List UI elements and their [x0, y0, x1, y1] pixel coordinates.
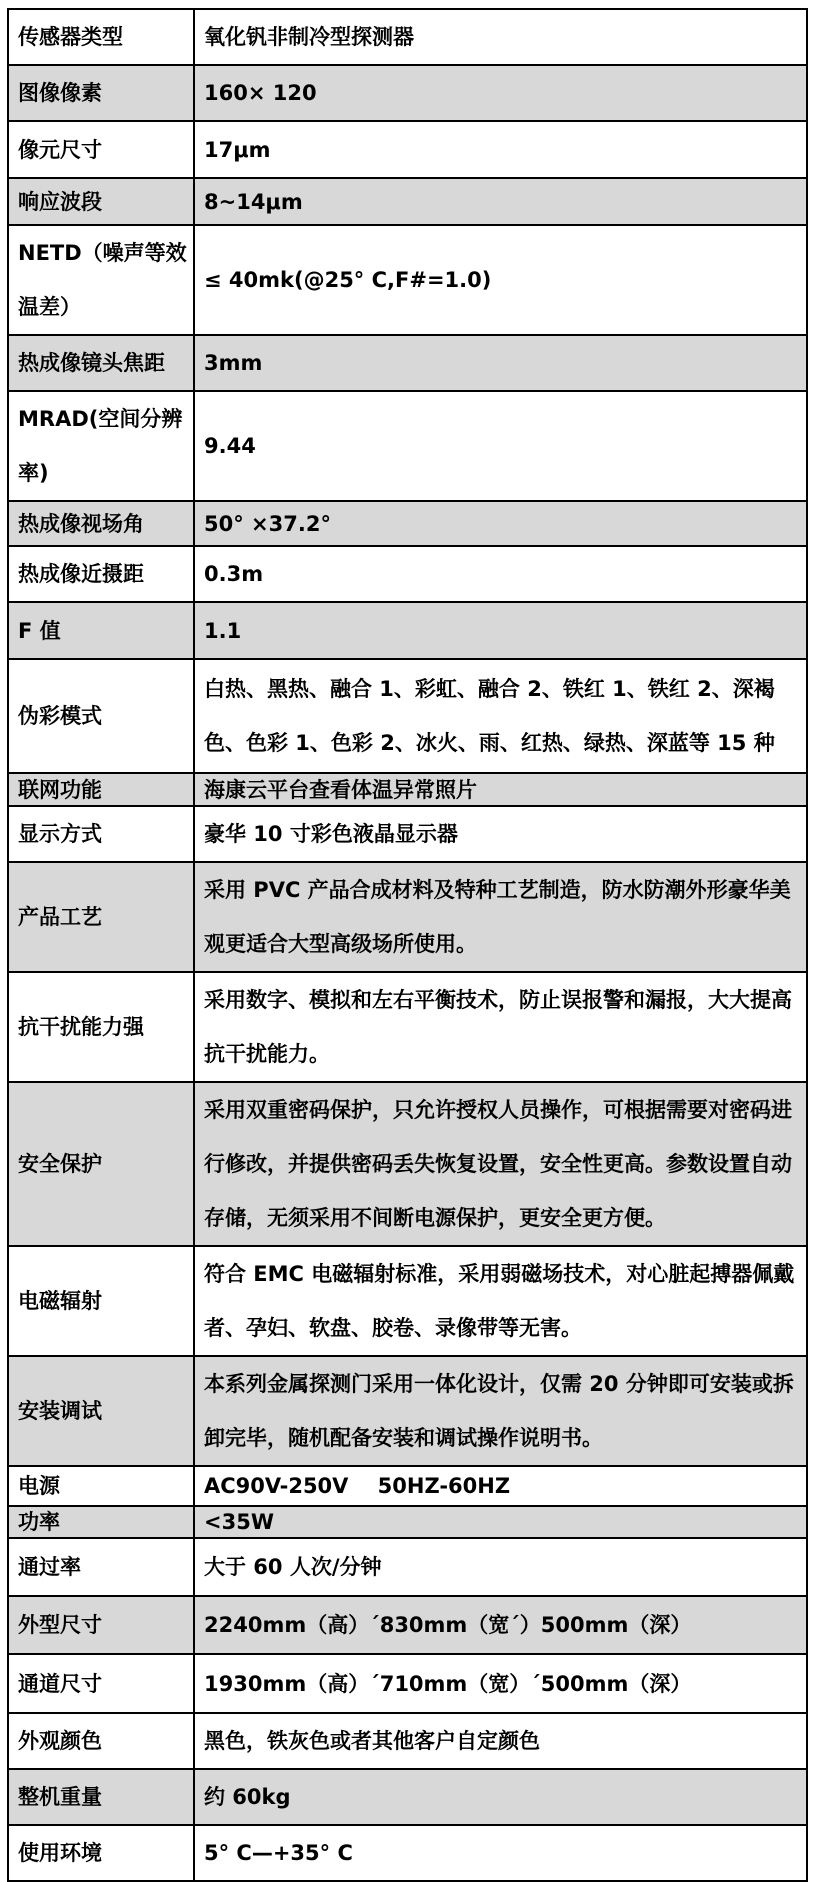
spec-value: 符合 EMC 电磁辐射标准，采用弱磁场技术，对心脏起搏器佩戴者、孕妇、软盘、胶卷、录像带等无害。: [194, 1246, 807, 1356]
spec-value: 1.1: [194, 602, 807, 659]
spec-label: MRAD(空间分辨率): [8, 391, 194, 501]
spec-label: F 值: [8, 602, 194, 659]
spec-label: 热成像镜头焦距: [8, 335, 194, 391]
spec-value: 160× 120: [194, 65, 807, 121]
spec-label: 使用环境: [8, 1825, 194, 1881]
table-row: [8, 546, 807, 602]
spec-value: 0.3m: [194, 546, 807, 602]
spec-label: 整机重量: [8, 1769, 194, 1825]
table-row: [8, 121, 807, 178]
spec-label: 联网功能: [8, 773, 194, 806]
table-row: [8, 659, 807, 773]
spec-value: 氧化钒非制冷型探测器: [194, 9, 807, 65]
spec-value: 本系列金属探测门采用一体化设计，仅需 20 分钟即可安装或拆卸完毕，随机配备安装和调试操作说明书。: [194, 1356, 807, 1466]
spec-label: 显示方式: [8, 806, 194, 862]
table-row: [8, 65, 807, 121]
table-row: [8, 773, 807, 806]
spec-value: ≤ 40mk(@25° C,F#=1.0): [194, 225, 807, 335]
spec-value: 大于 60 人次/分钟: [194, 1538, 807, 1596]
spec-label: 安装调试: [8, 1356, 194, 1466]
spec-label: 外观颜色: [8, 1713, 194, 1769]
spec-label: 电源: [8, 1466, 194, 1506]
spec-value: 2240mm（高）´830mm（宽´）500mm（深）: [194, 1596, 807, 1654]
table-row: [8, 225, 807, 335]
spec-label: 产品工艺: [8, 862, 194, 972]
table-row: [8, 501, 807, 546]
spec-label: 热成像近摄距: [8, 546, 194, 602]
spec-label: 安全保护: [8, 1082, 194, 1246]
table-row: [8, 972, 807, 1082]
table-row: [8, 1538, 807, 1596]
spec-value: 黑色，铁灰色或者其他客户自定颜色: [194, 1713, 807, 1769]
spec-label: 热成像视场角: [8, 501, 194, 546]
table-row: [8, 1246, 807, 1356]
table-row: [8, 1506, 807, 1538]
spec-label: 抗干扰能力强: [8, 972, 194, 1082]
spec-value: 17μm: [194, 121, 807, 178]
spec-label: 图像像素: [8, 65, 194, 121]
spec-label: 响应波段: [8, 178, 194, 225]
table-row: [8, 1713, 807, 1769]
table-row: [8, 1825, 807, 1881]
spec-value: 采用双重密码保护，只允许授权人员操作，可根据需要对密码进行修改，并提供密码丢失恢复设置，安全性更高。参数设置自动存储，无须采用不间断电源保护，更安全更方便。: [194, 1082, 807, 1246]
spec-value: 白热、黑热、融合 1、彩虹、融合 2、铁红 1、铁红 2、深褐色、色彩 1、色彩 2、冰火、雨、红热、绿热、深蓝等 15 种: [194, 659, 807, 773]
spec-label: 传感器类型: [8, 9, 194, 65]
spec-value: 采用数字、模拟和左右平衡技术，防止误报警和漏报，大大提高抗干扰能力。: [194, 972, 807, 1082]
table-row: [8, 178, 807, 225]
spec-value: 8~14μm: [194, 178, 807, 225]
table-row: [8, 9, 807, 65]
spec-value: 约 60kg: [194, 1769, 807, 1825]
table-row: [8, 391, 807, 501]
spec-label: 功率: [8, 1506, 194, 1538]
spec-table: [7, 8, 808, 1882]
table-row: [8, 1596, 807, 1654]
spec-label: 伪彩模式: [8, 659, 194, 773]
spec-value: 50° ×37.2°: [194, 501, 807, 546]
table-row: [8, 1082, 807, 1246]
table-row: [8, 335, 807, 391]
spec-label: 外型尺寸: [8, 1596, 194, 1654]
spec-label: 像元尺寸: [8, 121, 194, 178]
spec-label: 通过率: [8, 1538, 194, 1596]
spec-value: 豪华 10 寸彩色液晶显示器: [194, 806, 807, 862]
table-row: [8, 806, 807, 862]
spec-value: AC90V-250V 50HZ-60HZ: [194, 1466, 807, 1506]
spec-value: 9.44: [194, 391, 807, 501]
table-row: [8, 602, 807, 659]
table-row: [8, 1654, 807, 1713]
spec-label: 通道尺寸: [8, 1654, 194, 1713]
table-row: [8, 862, 807, 972]
table-row: [8, 1466, 807, 1506]
spec-value: 海康云平台查看体温异常照片: [194, 773, 807, 806]
spec-label: 电磁辐射: [8, 1246, 194, 1356]
spec-value: 3mm: [194, 335, 807, 391]
table-row: [8, 1769, 807, 1825]
spec-label: NETD（噪声等效温差）: [8, 225, 194, 335]
spec-value: 5° C—+35° C: [194, 1825, 807, 1881]
table-row: [8, 1356, 807, 1466]
spec-value: 采用 PVC 产品合成材料及特种工艺制造，防水防潮外形豪华美观更适合大型高级场所使用。: [194, 862, 807, 972]
spec-value: 1930mm（高）´710mm（宽）´500mm（深）: [194, 1654, 807, 1713]
spec-value: <35W: [194, 1506, 807, 1538]
